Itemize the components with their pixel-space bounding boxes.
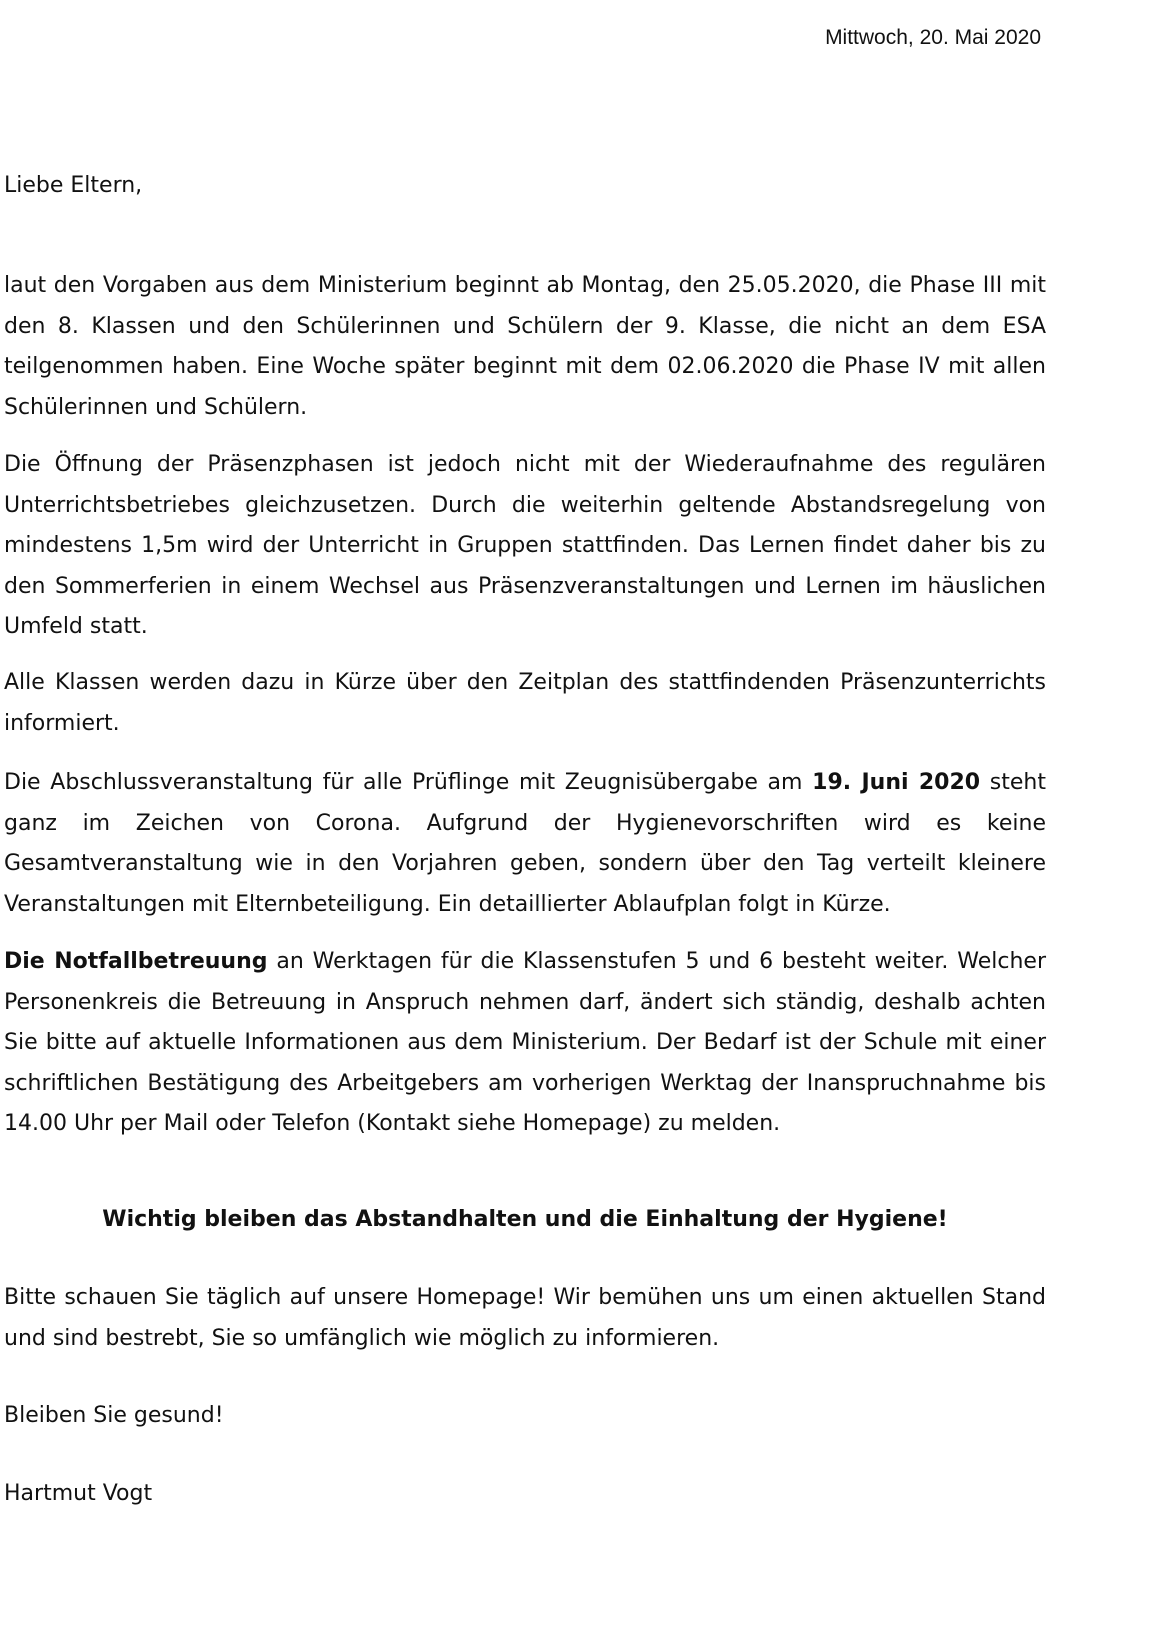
paragraph-phase-info: laut den Vorgaben aus dem Ministerium beginnt ab Montag, den 25.05.2020, die Phase III mit den 8. Klassen und den Schülerinnen und Schülern der 9. Klasse, die nicht an dem ESA teilgenommen haben. Eine Woche später beginnt mit dem 02.06.2020 die Phase IV mit allen Schülerinnen und Schülern.	[4, 273, 1046, 420]
letter-date: Mittwoch, 20. Mai 2020	[825, 26, 1041, 49]
greeting: Liebe Eltern,	[4, 173, 143, 198]
paragraph-homepage: Bitte schauen Sie täglich auf unsere Homepage! Wir bemühen uns um einen aktuellen Stand und sind bestrebt, Sie so umfänglich wie möglich zu informieren.	[4, 1285, 1046, 1351]
paragraph-presence-phases: Die Öffnung der Präsenzphasen ist jedoch nicht mit der Wiederaufnahme des regulären Unterrichtsbetriebes gleichzusetzen. Durch die weiterhin geltende Abstandsregelung von mindestens 1,5m wird der Unterricht in Gruppen stattfinden. Das Lernen findet daher bis zu den Sommerferien in einem Wechsel aus Präsenzveranstaltungen und Lernen im häuslichen Umfeld statt.	[4, 452, 1046, 639]
closing-line: Bleiben Sie gesund!	[4, 1403, 224, 1428]
important-notice: Wichtig bleiben das Abstandhalten und die Einhaltung der Hygiene!	[102, 1207, 948, 1232]
emergency-care-heading: Die Notfallbetreuung	[4, 949, 268, 974]
emergency-care-details: an Werktagen für die Klassenstufen 5 und 6 besteht weiter. Welcher Personenkreis die Betreuung in Anspruch nehmen darf, ändert sich ständig, deshalb achten Sie bitte auf aktuelle Informationen aus dem Ministerium. Der Bedarf ist der Schule mit einer schriftlichen Bestätigung des Arbeitgebers am vorherigen Werktag der Inanspruchnahme bis 14.00 Uhr per Mail oder Telefon (Kontakt siehe Homepage) zu melden.	[4, 949, 1046, 1136]
graduation-date: 19. Juni 2020	[812, 770, 981, 795]
paragraph-graduation	[4, 763, 1046, 925]
paragraph-emergency-care	[4, 942, 1046, 1145]
paragraph-schedule: Alle Klassen werden dazu in Kürze über den Zeitplan des stattfindenden Präsenzunterrichts informiert.	[4, 670, 1046, 736]
graduation-intro: Die Abschlussveranstaltung für alle Prüflinge mit Zeugnisübergabe am	[4, 770, 813, 795]
graduation-details: steht ganz im Zeichen von Corona. Aufgrund der Hygienevorschriften wird es keine Gesamtveranstaltung wie in den Vorjahren geben, sondern über den Tag verteilt kleinere Veranstaltungen mit Elternbeteiligung. Ein detaillierter Ablaufplan folgt in Kürze.	[4, 770, 1046, 917]
signature: Hartmut Vogt	[4, 1481, 153, 1506]
